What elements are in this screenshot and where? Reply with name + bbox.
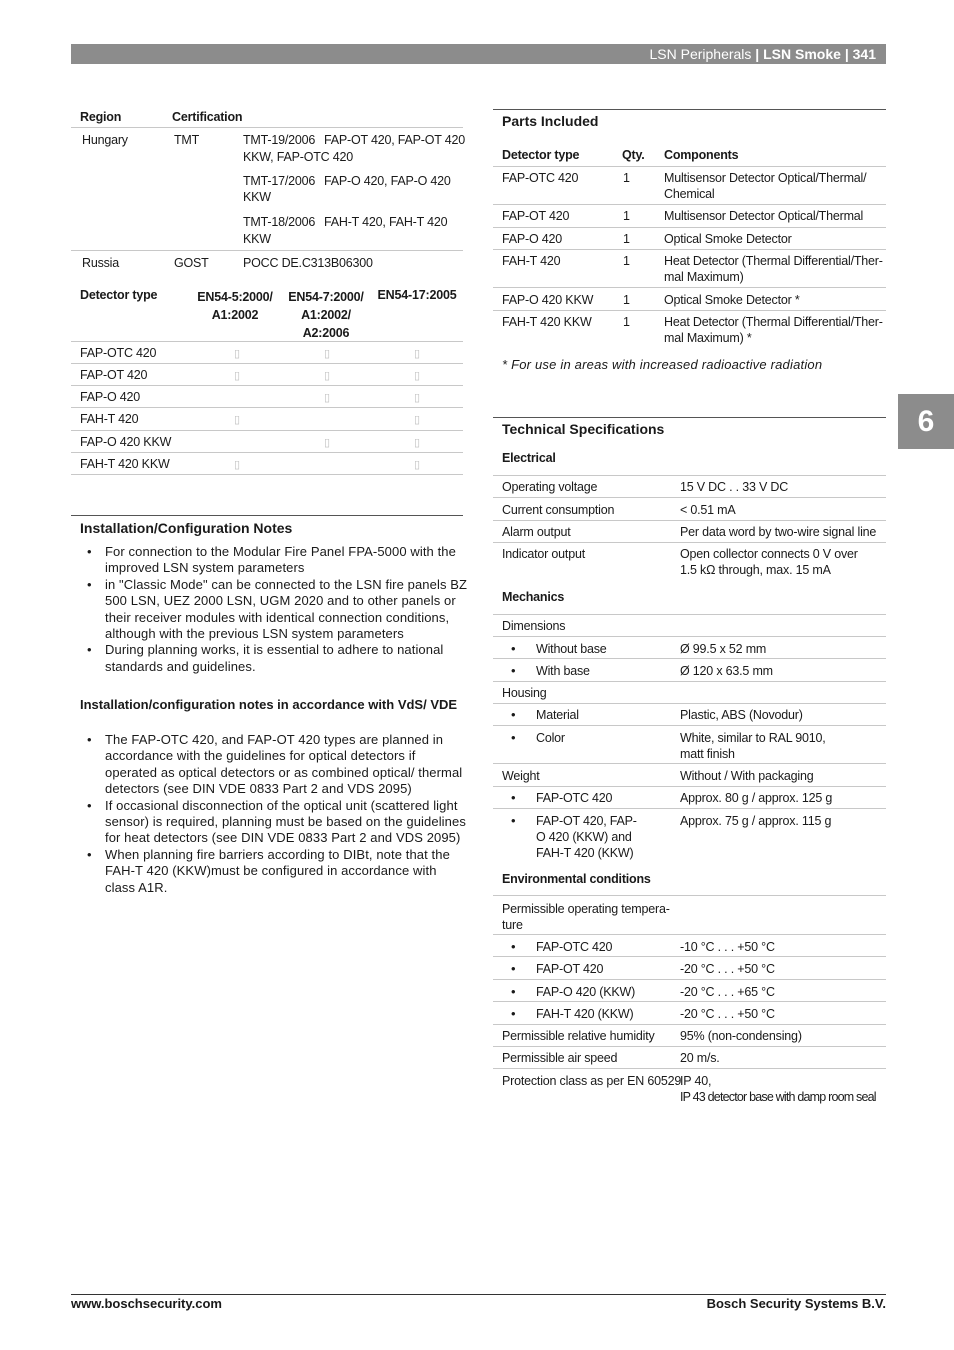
spec-label: Protection class as per EN 60529 — [502, 1074, 682, 1088]
part-qty: 1 — [623, 171, 630, 185]
certified-mark: ▯ — [234, 459, 241, 471]
spec-label: FAH-T 420 (KKW) — [536, 846, 634, 860]
spec-value: matt finish — [680, 747, 735, 761]
install-list — [80, 544, 468, 675]
divider — [493, 166, 886, 167]
part-component: mal Maximum) * — [664, 331, 752, 345]
divider — [71, 363, 463, 364]
divider — [493, 497, 886, 498]
install-title: Installation/Configuration Notes — [80, 520, 293, 536]
cert-desc: KKW, FAP-OTC 420 — [243, 150, 354, 164]
divider — [493, 808, 886, 809]
spec-label: FAP-OTC 420 — [536, 940, 613, 954]
col-detector-type: Detector type — [80, 288, 158, 302]
region-russia: Russia — [82, 256, 120, 270]
divider — [493, 614, 886, 615]
divider — [493, 763, 886, 764]
divider — [71, 407, 463, 408]
en54-row-name: FAP-OT 420 — [80, 368, 148, 382]
tech-title: Technical Specifications — [502, 421, 665, 437]
spec-label: FAH-T 420 (KKW) — [536, 1007, 634, 1021]
footer-rule — [71, 1294, 886, 1295]
spec-value: 1.5 kΩ through, max. 15 mA — [680, 563, 831, 577]
header-title: LSN Smoke — [763, 46, 841, 62]
divider — [71, 474, 463, 475]
divider — [71, 430, 463, 431]
cert-desc: KKW — [243, 190, 271, 204]
divider — [493, 287, 886, 288]
divider — [493, 703, 886, 704]
spec-value: Approx. 75 g / approx. 115 g — [680, 814, 832, 828]
divider — [71, 341, 463, 342]
part-type: FAP-OT 420 — [502, 209, 570, 223]
col-region: Region — [80, 110, 122, 124]
part-component: Chemical — [664, 187, 715, 201]
certified-mark: ▯ — [324, 370, 331, 382]
divider — [493, 1024, 886, 1025]
divider — [493, 934, 886, 935]
spec-label: FAP-OTC 420 — [536, 791, 613, 805]
col-qty: Qty. — [622, 148, 645, 162]
region-hungary: Hungary — [82, 133, 128, 147]
spec-label: Permissible relative humidity — [502, 1029, 655, 1043]
part-qty: 1 — [623, 293, 630, 307]
bullet-mark: • — [511, 984, 516, 999]
divider — [493, 979, 886, 980]
divider — [71, 385, 463, 386]
subhead-electrical: Electrical — [502, 451, 556, 465]
bullet-mark: • — [511, 641, 516, 656]
cert-code: TMT-19/2006 — [243, 133, 316, 147]
bullet-mark: • — [511, 790, 516, 805]
spec-value: -20 °C . . . +65 °C — [680, 985, 775, 999]
cert-desc: FAP-O 420, FAP-O 420 — [324, 174, 451, 188]
spec-label: Weight — [502, 769, 540, 783]
divider — [493, 658, 886, 659]
section-rule — [493, 109, 886, 110]
divider — [493, 681, 886, 682]
cert-desc: FAH-T 420, FAH-T 420 — [324, 215, 448, 229]
certified-mark: ▯ — [234, 348, 241, 360]
spec-value: 15 V DC . . 33 V DC — [680, 480, 789, 494]
spec-label: FAP-OT 420 — [536, 962, 604, 976]
section-rule — [493, 417, 886, 418]
certified-mark: ▯ — [414, 392, 421, 404]
spec-value: -20 °C . . . +50 °C — [680, 962, 775, 976]
spec-label: Permissible operating tempera- — [502, 902, 670, 916]
part-component: Optical Smoke Detector * — [664, 293, 800, 307]
spec-label: With base — [536, 664, 590, 678]
page-number: 341 — [852, 46, 876, 62]
en54-row-name: FAP-O 420 — [80, 390, 141, 404]
certified-mark: ▯ — [324, 392, 331, 404]
en54-row-name: FAP-OTC 420 — [80, 346, 157, 360]
certified-mark: ▯ — [414, 348, 421, 360]
footer-company: Bosch Security Systems B.V. — [706, 1296, 886, 1311]
spec-value: Approx. 80 g / approx. 125 g — [680, 791, 833, 805]
list-item: • During planning works, it is essential to adhere to national standards and guidelines. — [80, 642, 468, 675]
spec-label: Operating voltage — [502, 480, 598, 494]
spec-label: Indicator output — [502, 547, 585, 561]
cert-tmt: TMT — [174, 133, 200, 147]
header-section: LSN Peripherals — [649, 46, 752, 62]
divider — [71, 250, 463, 251]
col-components: Components — [664, 148, 739, 162]
spec-label: ture — [502, 918, 523, 932]
divider — [493, 636, 886, 637]
cert-desc: KKW — [243, 232, 271, 246]
cert-code: TMT-17/2006 — [243, 174, 316, 188]
bullet-mark: • — [511, 663, 516, 678]
spec-label: FAP-OT 420, FAP- — [536, 814, 637, 828]
footer-url[interactable]: www.boschsecurity.com — [71, 1296, 222, 1311]
spec-value: Per data word by two-wire signal line — [680, 525, 877, 539]
en54-row-name: FAH-T 420 KKW — [80, 457, 170, 471]
spec-value: Ø 99.5 x 52 mm — [680, 642, 767, 656]
part-type: FAP-OTC 420 — [502, 171, 579, 185]
col-en54-5: EN54-5:2000/ A1:2002 — [197, 290, 273, 322]
divider — [493, 725, 886, 726]
spec-value: IP 43 detector base with damp room seal — [680, 1090, 876, 1104]
spec-label: Dimensions — [502, 619, 566, 633]
chapter-tab[interactable]: 6 — [898, 394, 954, 449]
divider — [71, 452, 463, 453]
spec-value: Plastic, ABS (Novodur) — [680, 708, 803, 722]
spec-value: -20 °C . . . +50 °C — [680, 1007, 775, 1021]
col-detector-type: Detector type — [502, 148, 580, 162]
divider — [493, 895, 886, 896]
spec-value: < 0.51 mA — [680, 503, 736, 517]
subhead-environmental: Environmental conditions — [502, 872, 651, 886]
spec-value: White, similar to RAL 9010, — [680, 731, 826, 745]
divider — [71, 127, 463, 128]
divider — [493, 1001, 886, 1002]
part-type: FAP-O 420 — [502, 232, 563, 246]
certified-mark: ▯ — [234, 414, 241, 426]
spec-label: Without base — [536, 642, 607, 656]
certified-mark: ▯ — [414, 370, 421, 382]
spec-value: Open collector connects 0 V over — [680, 547, 858, 561]
divider — [493, 1068, 886, 1069]
cert-code: POCC DE.C313B06300 — [243, 256, 373, 270]
certified-mark: ▯ — [414, 459, 421, 471]
spec-label: Housing — [502, 686, 547, 700]
list-item: • in "Classic Mode" can be connected to the LSN fire panels BZ 500 LSN, UEZ 2000 LSN, UGM 2020 and to other panels or their receiver modules with identical connection conditions, although with the previous LSN system parameters — [80, 577, 468, 643]
divider — [493, 249, 886, 250]
list-item: • The FAP-OTC 420, and FAP-OT 420 types are planned in accordance with the guidelines for optical detectors if operated as optical detectors or as combined optical/ thermal detectors (see DIN VDE 0833 Part 2 and VDS 2095) — [80, 732, 468, 798]
col-en54-7: EN54-7:2000/ A1:2002/ A2:2006 — [288, 290, 364, 340]
running-header: LSN Peripherals | LSN Smoke | 341 — [649, 46, 876, 62]
section-rule — [71, 515, 463, 516]
part-qty: 1 — [623, 232, 630, 246]
bullet-mark: • — [511, 707, 516, 722]
part-component: Heat Detector (Thermal Differential/Ther- — [664, 254, 883, 268]
divider — [493, 786, 886, 787]
part-type: FAH-T 420 KKW — [502, 315, 592, 329]
certified-mark: ▯ — [324, 348, 331, 360]
spec-label: FAP-O 420 (KKW) — [536, 985, 636, 999]
divider — [493, 956, 886, 957]
parts-footnote: * For use in areas with increased radioactive radiation — [502, 357, 823, 372]
col-en54-17: EN54-17:2005 — [377, 288, 457, 302]
bullet-mark: • — [511, 813, 516, 828]
certified-mark: ▯ — [414, 414, 421, 426]
col-certification: Certification — [172, 110, 243, 124]
divider — [493, 475, 886, 476]
spec-value: Ø 120 x 63.5 mm — [680, 664, 773, 678]
spec-label: Permissible air speed — [502, 1051, 618, 1065]
cert-gost: GOST — [174, 256, 209, 270]
bullet-mark: • — [511, 939, 516, 954]
install-subtitle: Installation/configuration notes in accordance with VdS/ VDE — [80, 697, 458, 712]
cert-code: TMT-18/2006 — [243, 215, 316, 229]
vds-list — [80, 732, 468, 896]
part-qty: 1 — [623, 315, 630, 329]
divider — [493, 310, 886, 311]
part-qty: 1 — [623, 209, 630, 223]
divider — [493, 542, 886, 543]
subhead-mechanics: Mechanics — [502, 590, 565, 604]
bullet-mark: • — [511, 730, 516, 745]
spec-label: Current consumption — [502, 503, 615, 517]
list-item: • If occasional disconnection of the optical unit (scattered light sensor) is required, planning must be based on the guidelines for heat detectors (see DIN VDE 0833 Part 2 and VDS 2095) — [80, 798, 468, 847]
spec-value: 95% (non-condensing) — [680, 1029, 802, 1043]
divider — [493, 520, 886, 521]
spec-value: -10 °C . . . +50 °C — [680, 940, 775, 954]
spec-label: Color — [536, 731, 565, 745]
spec-label: Material — [536, 708, 579, 722]
cert-desc: FAP-OT 420, FAP-OT 420 — [324, 133, 466, 147]
en54-row-name: FAP-O 420 KKW — [80, 435, 172, 449]
spec-label: O 420 (KKW) and — [536, 830, 632, 844]
list-item: • For connection to the Modular Fire Panel FPA-5000 with the improved LSN system parameters — [80, 544, 468, 577]
part-component: Heat Detector (Thermal Differential/Ther- — [664, 315, 883, 329]
part-type: FAH-T 420 — [502, 254, 561, 268]
bullet-mark: • — [511, 1006, 516, 1021]
spec-value: IP 40, — [680, 1074, 712, 1088]
spec-value: 20 m/s. — [680, 1051, 720, 1065]
part-type: FAP-O 420 KKW — [502, 293, 594, 307]
certified-mark: ▯ — [324, 437, 331, 449]
part-component: Multisensor Detector Optical/Thermal — [664, 209, 864, 223]
parts-title: Parts Included — [502, 113, 599, 129]
part-qty: 1 — [623, 254, 630, 268]
spec-value: Without / With packaging — [680, 769, 814, 783]
list-item: • When planning fire barriers according to DIBt, note that the FAH-T 420 (KKW)must be configured in accordance with class A1R. — [80, 847, 468, 896]
en54-row-name: FAH-T 420 — [80, 412, 139, 426]
spec-label: Alarm output — [502, 525, 571, 539]
certified-mark: ▯ — [414, 437, 421, 449]
part-component: Multisensor Detector Optical/Thermal/ — [664, 171, 867, 185]
divider — [493, 1046, 886, 1047]
divider — [493, 204, 886, 205]
part-component: Optical Smoke Detector — [664, 232, 792, 246]
certified-mark: ▯ — [234, 370, 241, 382]
part-component: mal Maximum) — [664, 270, 744, 284]
divider — [493, 227, 886, 228]
bullet-mark: • — [511, 961, 516, 976]
